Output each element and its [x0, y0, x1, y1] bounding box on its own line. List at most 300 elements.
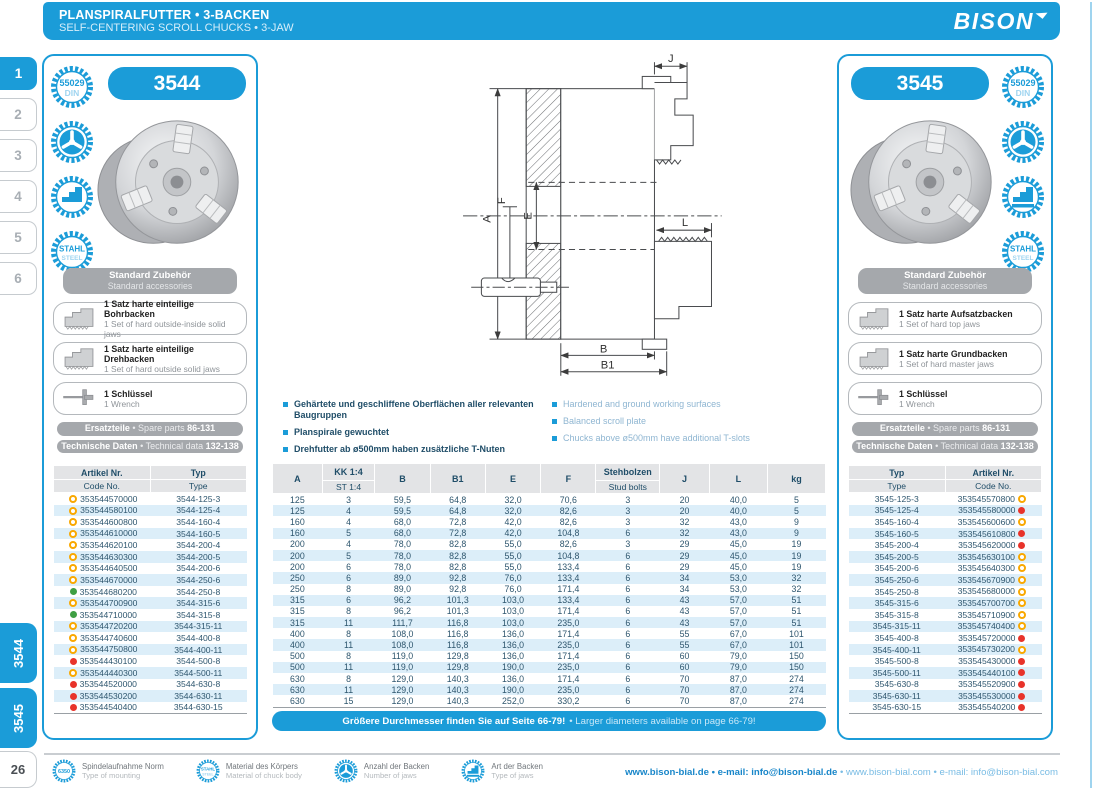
dims-cell: 315: [290, 595, 305, 606]
dims-row: [273, 584, 826, 595]
dims-cell: 82,8: [449, 561, 467, 572]
dims-cell: 129,8: [446, 651, 469, 662]
bullet-text: Balanced scroll plate: [563, 416, 647, 426]
table-row: [54, 655, 247, 667]
table-row: [54, 539, 247, 551]
code-cell: 353544580100: [54, 505, 151, 517]
banner-english: • Larger diameters available on page 66-79!: [569, 715, 756, 727]
dims-cell: 60: [679, 651, 690, 662]
dims-cell: 111,7: [392, 617, 413, 628]
dims-cell: 103,0: [502, 595, 525, 606]
table-header-row: [54, 466, 247, 480]
dims-cell: 79,0: [729, 662, 747, 673]
dims-cell: 45,0: [729, 561, 747, 572]
table-row: [54, 528, 247, 540]
accessory-label-en: 1 Set of hard top jaws: [899, 318, 981, 329]
dims-cell: 274: [767, 695, 825, 707]
type-cell: 3544-400-11: [150, 644, 247, 656]
accessory-item: [848, 382, 1042, 415]
jaw-block-icon: [855, 306, 893, 332]
legend-label-de: Material des Körpers: [225, 762, 298, 771]
technical-drawing: [404, 52, 740, 388]
dims-cell: 150: [789, 662, 804, 673]
type-cell: 3545-250-8: [874, 586, 919, 597]
dims-cell: 70: [679, 684, 690, 695]
table-row: [849, 609, 1042, 621]
dims-cell: 116,8: [447, 640, 469, 651]
dim-label-B: B: [599, 343, 608, 356]
dims-cell: 11: [343, 662, 354, 673]
dim-label-F: F: [495, 197, 508, 205]
table-row: [54, 516, 247, 528]
code-cell: 353544720200: [54, 621, 151, 633]
dims-cell: 32,0: [504, 505, 522, 516]
chapter-tab-4: 4: [0, 180, 37, 213]
dims-cell: 89,0: [393, 584, 411, 595]
product-tab-3544: [0, 623, 37, 683]
svg-text:55029: 55029: [1010, 78, 1036, 88]
dims-cell: 101: [789, 640, 804, 651]
dims-column-header: kg: [767, 464, 825, 494]
dim-label-L: L: [681, 217, 689, 230]
dim-label-J: J: [667, 53, 674, 66]
column-subheader: Code No.: [54, 480, 151, 493]
dims-cell: 108,0: [391, 640, 414, 651]
type-cell: 3544-400-8: [176, 632, 221, 643]
website-link-de[interactable]: www.bison-bial.de • e-mail: info@bison-bial.de: [625, 767, 838, 778]
dims-cell: 92,8: [449, 584, 467, 595]
accessory-text: [899, 389, 947, 409]
dims-row: [273, 516, 826, 527]
availability-dot-yellow: [69, 564, 77, 572]
chapter-tab-1: 1: [0, 57, 37, 90]
table-row: [849, 632, 1042, 644]
legend-label-de: Art der Backen: [491, 762, 543, 771]
type-cell: 3544-200-4: [176, 540, 221, 551]
dims-cell: 101: [789, 628, 804, 639]
footer-legend: [52, 759, 543, 783]
dims-cell: 125: [290, 494, 305, 505]
dims-cell: 630: [290, 673, 305, 684]
dims-row: [273, 628, 826, 639]
dimensions-table: [272, 463, 826, 708]
feature-bullet-de: [283, 427, 563, 438]
dims-cell: 29: [679, 561, 690, 572]
dims-cell: 3: [346, 494, 351, 505]
dims-cell: 6: [625, 662, 631, 673]
code-cell: 353545610800: [945, 528, 1042, 540]
dims-cell: 252,0: [485, 695, 540, 707]
dims-cell: 51: [791, 617, 802, 628]
legend-item: [334, 759, 429, 783]
availability-dot-yellow: [1018, 576, 1026, 584]
availability-dot-red: [1018, 658, 1025, 665]
dims-cell: 87,0: [729, 673, 747, 684]
dims-cell: 96,2: [393, 595, 411, 606]
dims-row: [273, 606, 826, 617]
code-cell: 353544640500: [54, 563, 151, 575]
type-cell: 3544-500-8: [176, 656, 221, 667]
dims-column-header: J: [660, 464, 710, 494]
dims-cell: 40,0: [729, 505, 747, 516]
column-subheader: Type: [849, 480, 946, 493]
dims-cell: 55,0: [504, 539, 522, 550]
availability-dot-yellow: [69, 518, 77, 526]
legend-label-en: Type of jaws: [491, 771, 534, 780]
dims-cell: 116,8: [447, 617, 469, 628]
table-row: [849, 563, 1042, 575]
table-row: [54, 551, 247, 563]
availability-dot-yellow: [1018, 495, 1026, 503]
dims-cell: 400: [290, 628, 305, 639]
code-cell: 353545570800: [945, 493, 1042, 505]
dims-cell: 136,0: [502, 640, 525, 651]
dims-cell: 5: [794, 494, 799, 505]
code-cell: 353544700900: [54, 597, 151, 609]
dims-cell: 235,0: [557, 640, 580, 651]
dims-cell: 6: [625, 651, 631, 662]
dims-cell: 171,4: [557, 628, 580, 639]
legend-item: [52, 759, 164, 783]
dims-cell: 43,0: [729, 516, 747, 527]
dims-cell: 400: [290, 640, 305, 651]
bullet-square-icon: [552, 419, 557, 424]
dims-cell: 129,0: [391, 684, 414, 695]
dims-cell: 8: [346, 651, 351, 662]
dims-cell: 133,4: [557, 572, 580, 583]
dims-cell: 78,0: [393, 561, 411, 572]
accessories-header-de: Standard Zubehör: [109, 270, 191, 281]
bullet-text: Planspirale gewuchtet: [294, 427, 390, 437]
table-row: [54, 644, 247, 656]
website-link-com[interactable]: www.bison-bial.com • e-mail: info@bison-bial.com: [846, 767, 1058, 778]
model-number-pill: 3544: [108, 67, 246, 100]
product-card-3544: [42, 54, 258, 740]
type-cell: 3545-200-5: [849, 551, 946, 563]
code-cell: 353544440300: [54, 667, 151, 679]
dims-row: [273, 595, 826, 606]
code-cell: 353544710000: [54, 609, 151, 621]
code-cell: 353545540200: [945, 702, 1042, 714]
accessory-text: [899, 309, 1013, 329]
dims-cell: 160: [290, 516, 305, 527]
dims-cell: 70: [660, 695, 710, 707]
availability-dot-yellow: [1018, 622, 1026, 630]
svg-text:6350: 6350: [57, 769, 71, 776]
type-cell: 3545-500-8: [874, 656, 919, 667]
type-cell: 3545-500-11: [849, 667, 946, 679]
dims-row: [273, 662, 826, 673]
code-cell: 353545440100: [945, 667, 1042, 679]
dims-cell: 51: [791, 595, 802, 606]
table-row: [849, 621, 1042, 633]
availability-dot-red: [1018, 704, 1025, 711]
table-row: [849, 702, 1042, 714]
legend-label-en: Material of chuck body: [225, 771, 302, 780]
dims-cell: 19: [791, 561, 802, 572]
dims-header-row: [273, 464, 826, 481]
dims-cell: 67,0: [729, 628, 747, 639]
page-title: [59, 8, 294, 34]
dims-cell: 11: [343, 617, 354, 628]
availability-dot-yellow: [69, 495, 77, 503]
code-cell: 353545720000: [945, 632, 1042, 644]
dim-label-A: A: [481, 215, 494, 223]
availability-dot-red: [1018, 530, 1025, 537]
dims-cell: 235,0: [557, 662, 580, 673]
accessories-header: [858, 268, 1032, 294]
code-cell: 353544680200: [54, 586, 151, 598]
footer-links: www.bison-bial.de • e-mail: info@bison-bial.de • www.bison-bial.com • e-mail: info@bison-bial.com: [625, 767, 1058, 778]
feature-bullets-english: [552, 399, 822, 450]
banner-german: Größere Durchmesser finden Sie auf Seite 66-79!: [342, 715, 566, 727]
availability-dot-yellow: [1018, 611, 1026, 619]
availability-dot-yellow: [69, 530, 77, 538]
dims-cell: 4: [346, 505, 351, 516]
dims-cell: 72,8: [449, 528, 467, 539]
bison-logo: BISON: [954, 8, 1044, 35]
dims-row: [273, 651, 826, 662]
jaw-block-icon: [60, 306, 98, 332]
dims-cell: 101,3: [446, 606, 469, 617]
dims-cell: 190,0: [502, 684, 525, 695]
svg-text:STAHL: STAHL: [58, 244, 86, 254]
dims-cell: 57,0: [729, 606, 747, 617]
wrench-icon: [60, 386, 98, 412]
column-header: Typ: [849, 466, 946, 480]
accessory-item: [53, 382, 247, 415]
code-cell: 353545640300: [945, 563, 1042, 575]
dims-cell: 6: [596, 695, 660, 707]
code-cell: 353545620000: [945, 539, 1042, 551]
bullet-text: Hardened and ground working surfaces: [563, 399, 721, 409]
availability-dot-red: [1018, 693, 1025, 700]
dims-cell: 43,0: [729, 528, 747, 539]
dims-row: [273, 673, 826, 684]
three-jaw-badge: [1001, 120, 1045, 164]
code-cell: 353544430100: [54, 655, 151, 667]
availability-dot-red: [1018, 681, 1025, 688]
dims-cell: 125: [290, 505, 305, 516]
table-row: [849, 551, 1042, 563]
dims-cell: 32,0: [504, 494, 522, 505]
type-cell: 3545-315-8: [874, 609, 919, 620]
dims-cell: 87,0: [709, 695, 767, 707]
type-cell: 3544-250-8: [176, 586, 221, 597]
type-cell: 3545-160-4: [874, 516, 919, 527]
chapter-tab-6: 6: [0, 262, 37, 295]
steel-badge: [196, 759, 220, 783]
availability-dot-yellow: [1018, 553, 1026, 561]
dims-row: [273, 528, 826, 539]
product-tab-label: 3545: [10, 703, 26, 733]
accessory-text: [104, 344, 240, 374]
dims-cell: 59,5: [393, 505, 411, 516]
dims-cell: 3: [625, 505, 631, 516]
logo-horn-icon: [1035, 7, 1047, 19]
dims-cell: 53,0: [729, 572, 747, 583]
dims-cell: 34: [679, 572, 690, 583]
spare-parts-link: Ersatzteile • Spare parts 86-131: [852, 422, 1038, 436]
dims-cell: 171,4: [557, 584, 580, 595]
dims-cell: 78,0: [393, 539, 411, 550]
availability-dot-yellow: [69, 622, 77, 630]
table-row: [54, 563, 247, 575]
dims-cell: 6: [625, 606, 631, 617]
type-cell: 3545-200-4: [874, 540, 919, 551]
feature-bullet-en: [552, 416, 822, 427]
dims-cell: 136,0: [502, 628, 525, 639]
dims-column-header: B1: [430, 464, 485, 494]
table-row: [54, 679, 247, 691]
dims-cell: 82,8: [449, 539, 467, 550]
code-cell: 353544630300: [54, 551, 151, 563]
code-cell: 353544670000: [54, 574, 151, 586]
type-cell: 3545-630-15: [849, 702, 946, 714]
legend-text: [82, 762, 164, 780]
code-cell: 353544530200: [54, 690, 151, 702]
technical-data-link: Technische Daten • Technical data 132-138: [852, 440, 1038, 454]
dims-cell: 3: [625, 494, 631, 505]
dims-cell: 40,0: [729, 494, 747, 505]
solid-jaw-badge: [50, 175, 94, 219]
availability-dot-red: [1018, 507, 1025, 514]
dims-cell: 68,0: [393, 528, 411, 539]
badge-column: [1000, 65, 1046, 274]
svg-text:STEEL: STEEL: [61, 255, 83, 262]
dims-cell: 82,8: [449, 550, 467, 561]
dims-cell: 55: [679, 640, 690, 651]
dims-column-header: F: [541, 464, 596, 494]
type-cell: 3544-630-11: [150, 690, 247, 702]
dims-cell: 34: [679, 584, 690, 595]
dims-cell: 250: [290, 572, 305, 583]
dims-cell: 190,0: [502, 662, 525, 673]
product-tab-3545: [0, 688, 37, 748]
dims-cell: 129,0: [375, 695, 430, 707]
availability-dot-red: [70, 681, 77, 688]
code-cell: 353544600800: [54, 516, 151, 528]
type-cell: 3545-250-6: [849, 574, 946, 586]
spare-parts-link: Ersatzteile • Spare parts 86-131: [57, 422, 243, 436]
dims-cell: 64,8: [449, 494, 467, 505]
availability-dot-yellow: [69, 576, 77, 584]
dims-cell: 76,0: [504, 584, 522, 595]
table-row: [849, 586, 1042, 598]
table-row: [849, 690, 1042, 702]
availability-dot-green: [70, 588, 77, 595]
bullet-square-icon: [283, 447, 288, 452]
dims-cell: 89,0: [393, 572, 411, 583]
dims-cell: 200: [290, 539, 305, 550]
table-row: [849, 505, 1042, 517]
svg-text:STAHL: STAHL: [200, 766, 216, 772]
dims-cell: 6: [625, 572, 631, 583]
dims-cell: 82,6: [559, 505, 577, 516]
availability-dot-yellow: [1018, 588, 1026, 596]
dims-cell: 8: [346, 606, 351, 617]
accessory-label-de: 1 Schlüssel: [899, 388, 948, 399]
dims-cell: 274: [789, 684, 804, 695]
dims-cell: 32: [679, 516, 690, 527]
column-subheader: Code No.: [945, 480, 1042, 493]
dims-cell: 96,2: [393, 606, 411, 617]
larger-diameters-banner: [272, 711, 826, 731]
dims-cell: 6: [625, 640, 631, 651]
dims-cell: 6: [346, 561, 351, 572]
bullet-text: Drehfutter ab ø500mm haben zusätzliche T-Nuten: [294, 444, 506, 454]
title-german: PLANSPIRALFUTTER • 3-BACKEN: [59, 8, 270, 22]
bullet-square-icon: [283, 402, 288, 407]
type-cell: 3545-315-11: [849, 621, 946, 633]
accessories-header-en: Standard accessories: [107, 281, 193, 291]
jaw-block-icon: [855, 346, 893, 372]
card-content: [848, 268, 1042, 714]
accessory-label-en: 1 Set of hard master jaws: [899, 358, 994, 369]
code-cell: 353545430000: [945, 655, 1042, 667]
type-cell: 3545-125-3: [874, 493, 919, 504]
dims-column-header: E: [485, 464, 540, 494]
type-cell: 3544-200-6: [176, 563, 221, 574]
type-cell: 3545-400-11: [849, 644, 946, 656]
product-photo-3544: [94, 106, 252, 266]
code-cell: 353544620100: [54, 539, 151, 551]
dims-cell: 104,8: [557, 550, 580, 561]
code-cell: 353544750800: [54, 644, 151, 656]
dims-row: [273, 505, 826, 516]
table-subheader-row: [849, 480, 1042, 493]
code-cell: 353545630100: [945, 551, 1042, 563]
feature-bullets-german: [283, 399, 563, 461]
dims-cell: 104,8: [557, 528, 580, 539]
article-table-3545: [848, 465, 1042, 714]
dims-cell: 160: [290, 528, 305, 539]
dims-cell: 6: [346, 595, 351, 606]
dims-cell: 6: [625, 628, 631, 639]
accessory-label-en: 1 Wrench: [899, 398, 935, 409]
availability-dot-green: [70, 611, 77, 618]
table-row: [54, 690, 247, 702]
table-row: [849, 667, 1042, 679]
dims-cell: 32: [791, 584, 802, 595]
dims-cell: 119,0: [391, 651, 414, 662]
three-jaw-badge: [334, 759, 358, 783]
dims-cell: 70,6: [559, 494, 577, 505]
dims-cell: 20: [679, 494, 690, 505]
availability-dot-red: [1018, 542, 1025, 549]
table-row: [54, 609, 247, 621]
feature-bullet-en: [552, 433, 822, 444]
column-header: Artikel Nr.: [945, 466, 1042, 480]
dims-row: [273, 639, 826, 650]
type-cell: 3545-315-6: [849, 597, 946, 609]
dims-cell: 315: [290, 617, 305, 628]
availability-dot-yellow: [1018, 646, 1026, 654]
dims-cell: 171,4: [557, 606, 580, 617]
dims-cell: 11: [343, 640, 354, 651]
dims-cell: 140,3: [446, 684, 469, 695]
dims-column-subheader: ST 1:4: [322, 481, 375, 494]
dims-cell: 101,3: [446, 595, 469, 606]
svg-text:STEEL: STEEL: [1012, 255, 1034, 262]
page-header: [43, 2, 1060, 40]
code-cell: 353544610000: [54, 528, 151, 540]
dims-cell: 51: [791, 606, 802, 617]
dims-cell: 6: [625, 684, 631, 695]
code-cell: 353545520900: [945, 679, 1042, 691]
type-cell: 3545-630-11: [849, 690, 946, 702]
dims-cell: 29: [679, 550, 690, 561]
